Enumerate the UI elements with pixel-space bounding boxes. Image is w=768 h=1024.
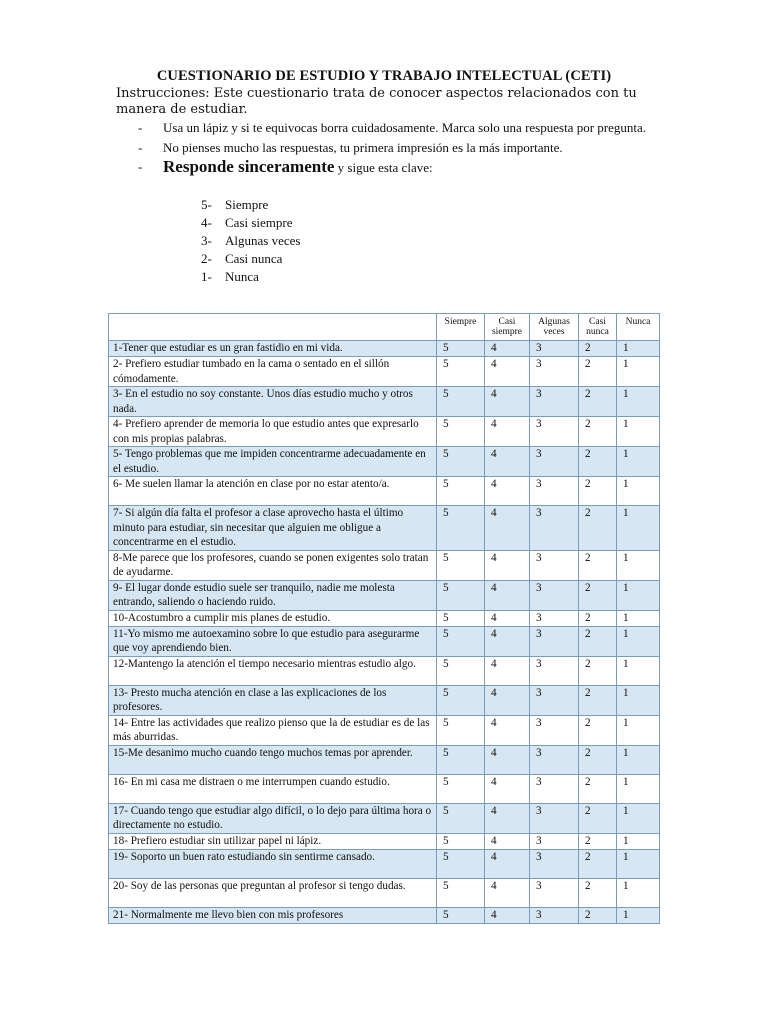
table-row [109,656,660,685]
key-item [201,196,300,214]
score-option-nunca[interactable]: 1 [617,447,660,477]
question-text: 8-Me parece que los profesores, cuando se ponen exigentes solo tratan de ayudarme. [109,550,437,580]
score-option-nunca[interactable]: 1 [617,685,660,715]
table-row [109,550,660,580]
table-row [109,745,660,774]
score-option-algunas-veces[interactable]: 3 [530,387,579,417]
score-option-casi-nunca[interactable]: 2 [579,745,617,774]
rule-emphasis: Responde sinceramente [163,157,335,176]
bullet-dash: - [138,120,143,135]
bullet-dash: - [138,139,143,155]
score-option-nunca[interactable]: 1 [617,580,660,610]
table-row [109,626,660,656]
score-option-casi-nunca[interactable]: 2 [579,833,617,849]
score-option-casi-siempre[interactable]: 4 [485,803,530,833]
key-number: 5- [201,197,212,212]
answer-key [201,196,300,286]
key-number: 1- [201,269,212,284]
score-option-casi-siempre[interactable]: 4 [485,357,530,387]
score-option-casi-siempre[interactable]: 4 [485,447,530,477]
score-option-casi-siempre[interactable]: 4 [485,833,530,849]
score-option-nunca[interactable]: 1 [617,774,660,803]
rule-item [138,120,658,137]
score-option-nunca[interactable]: 1 [617,907,660,923]
score-option-casi-siempre[interactable]: 4 [485,341,530,357]
score-option-nunca[interactable]: 1 [617,610,660,626]
score-option-casi-siempre[interactable]: 4 [485,745,530,774]
score-option-siempre[interactable]: 5 [437,580,485,610]
question-text: 16- En mi casa me distraen o me interrumpen cuando estudio. [109,774,437,803]
score-option-casi-siempre[interactable]: 4 [485,506,530,551]
score-option-siempre[interactable]: 5 [437,357,485,387]
score-option-casi-siempre[interactable]: 4 [485,849,530,878]
score-option-casi-siempre[interactable]: 4 [485,477,530,506]
key-number: 2- [201,251,212,266]
question-text: 18- Prefiero estudiar sin utilizar papel ni lápiz. [109,833,437,849]
score-option-algunas-veces[interactable]: 3 [530,610,579,626]
score-option-algunas-veces[interactable]: 3 [530,341,579,357]
score-option-casi-nunca[interactable]: 2 [579,907,617,923]
score-option-casi-siempre[interactable]: 4 [485,907,530,923]
score-option-casi-nunca[interactable]: 2 [579,803,617,833]
score-option-casi-siempre[interactable]: 4 [485,656,530,685]
question-text: 11-Yo mismo me autoexamino sobre lo que estudio para asegurarme que voy aprendiendo bien. [109,626,437,656]
score-option-nunca[interactable]: 1 [617,878,660,907]
question-text: 9- El lugar donde estudio suele ser tranquilo, nadie me molesta entrando, saliendo o haciendo ruido. [109,580,437,610]
question-text: 1-Tener que estudiar es un gran fastidio en mi vida. [109,341,437,357]
key-label: Casi nunca [225,251,283,266]
score-option-algunas-veces[interactable]: 3 [530,656,579,685]
key-label: Casi siempre [225,215,293,230]
score-option-algunas-veces[interactable]: 3 [530,715,579,745]
score-option-casi-nunca[interactable]: 2 [579,580,617,610]
score-option-casi-siempre[interactable]: 4 [485,610,530,626]
score-option-algunas-veces[interactable]: 3 [530,803,579,833]
score-option-siempre[interactable]: 5 [437,626,485,656]
score-option-nunca[interactable]: 1 [617,550,660,580]
score-option-algunas-veces[interactable]: 3 [530,626,579,656]
question-text: 7- Si algún día falta el profesor a clase aprovecho hasta el último minuto para estudiar, sin necesitar que alguien me obligue a concentrarme en el estudio. [109,506,437,551]
score-option-casi-siempre[interactable]: 4 [485,715,530,745]
table-row [109,417,660,447]
question-text: 5- Tengo problemas que me impiden concentrarme adecuadamente en el estudio. [109,447,437,477]
table-body [109,341,660,924]
score-option-casi-siempre[interactable]: 4 [485,774,530,803]
score-option-casi-nunca[interactable]: 2 [579,417,617,447]
score-option-casi-nunca[interactable]: 2 [579,357,617,387]
score-option-casi-siempre[interactable]: 4 [485,685,530,715]
score-option-algunas-veces[interactable]: 3 [530,357,579,387]
score-option-algunas-veces[interactable]: 3 [530,685,579,715]
key-number: 3- [201,233,212,248]
score-option-nunca[interactable]: 1 [617,715,660,745]
rule-tail: y sigue esta clave: [334,160,433,175]
key-number: 4- [201,215,212,230]
header-casi-siempre: Casi siempre [485,314,530,341]
key-item [201,268,300,286]
rule-item [138,159,658,177]
header-siempre: Siempre [437,314,485,341]
score-option-siempre[interactable]: 5 [437,685,485,715]
question-text: 17- Cuando tengo que estudiar algo difícil, o lo dejo para última hora o directamente no estudio. [109,803,437,833]
table-row [109,849,660,878]
score-option-casi-siempre[interactable]: 4 [485,626,530,656]
score-option-nunca[interactable]: 1 [617,745,660,774]
table-row [109,506,660,551]
score-option-siempre[interactable]: 5 [437,387,485,417]
score-option-casi-nunca[interactable]: 2 [579,610,617,626]
score-option-siempre[interactable]: 5 [437,907,485,923]
score-option-algunas-veces[interactable]: 3 [530,447,579,477]
score-option-siempre[interactable]: 5 [437,878,485,907]
table-row [109,878,660,907]
score-option-nunca[interactable]: 1 [617,506,660,551]
rules-list [138,120,658,180]
score-option-algunas-veces[interactable]: 3 [530,550,579,580]
score-option-algunas-veces[interactable]: 3 [530,849,579,878]
score-option-casi-nunca[interactable]: 2 [579,656,617,685]
score-option-siempre[interactable]: 5 [437,447,485,477]
key-item [201,232,300,250]
score-option-algunas-veces[interactable]: 3 [530,745,579,774]
table-row [109,447,660,477]
score-option-casi-nunca[interactable]: 2 [579,387,617,417]
score-option-siempre[interactable]: 5 [437,803,485,833]
rule-text: No pienses mucho las respuestas, tu primera impresión es la más importante. [163,139,563,155]
question-text: 4- Prefiero aprender de memoria lo que estudio antes que expresarlo con mis propias palabras. [109,417,437,447]
document-title: CUESTIONARIO DE ESTUDIO Y TRABAJO INTELECTUAL (CETI) [156,68,612,84]
score-option-siempre[interactable]: 5 [437,550,485,580]
score-option-algunas-veces[interactable]: 3 [530,907,579,923]
question-text: 6- Me suelen llamar la atención en clase por no estar atento/a. [109,477,437,506]
question-text: 14- Entre las actividades que realizo pienso que la de estudiar es de las más aburridas. [109,715,437,745]
question-text: 19- Soporto un buen rato estudiando sin sentirme cansado. [109,849,437,878]
score-option-casi-siempre[interactable]: 4 [485,580,530,610]
score-option-nunca[interactable]: 1 [617,341,660,357]
table-row [109,715,660,745]
header-statement [109,314,437,341]
rule-text: Usa un lápiz y si te equivocas borra cuidadosamente. Marca solo una respuesta por pregunta. [163,120,647,135]
bullet-dash: - [138,159,143,174]
key-label: Algunas veces [225,233,301,248]
rule-item [138,140,658,157]
score-option-nunca[interactable]: 1 [617,833,660,849]
score-option-nunca[interactable]: 1 [617,387,660,417]
score-option-casi-nunca[interactable]: 2 [579,477,617,506]
score-option-siempre[interactable]: 5 [437,849,485,878]
score-option-siempre[interactable]: 5 [437,656,485,685]
score-option-nunca[interactable]: 1 [617,477,660,506]
instructions-text: Instrucciones: Este cuestionario trata de conocer aspectos relacionados con tu manera de estudiar. [116,86,637,117]
score-option-algunas-veces[interactable]: 3 [530,580,579,610]
table-row [109,774,660,803]
score-option-siempre[interactable]: 5 [437,506,485,551]
score-option-casi-siempre[interactable]: 4 [485,417,530,447]
table-row [109,803,660,833]
score-option-casi-nunca[interactable]: 2 [579,685,617,715]
header-algunas-veces: Algunas veces [530,314,579,341]
table-row [109,685,660,715]
score-option-casi-nunca[interactable]: 2 [579,341,617,357]
table-row [109,477,660,506]
score-option-siempre[interactable]: 5 [437,477,485,506]
score-option-casi-nunca[interactable]: 2 [579,878,617,907]
key-item [201,214,300,232]
score-option-casi-siempre[interactable]: 4 [485,550,530,580]
table-row [109,907,660,923]
score-option-siempre[interactable]: 5 [437,417,485,447]
key-label: Siempre [225,197,269,212]
table-row [109,833,660,849]
question-text: 2- Prefiero estudiar tumbado en la cama o sentado en el sillón cómodamente. [109,357,437,387]
score-option-casi-nunca[interactable]: 2 [579,626,617,656]
header-nunca: Nunca [617,314,660,341]
question-text: 15-Me desanimo mucho cuando tengo muchos temas por aprender. [109,745,437,774]
score-option-algunas-veces[interactable]: 3 [530,506,579,551]
score-option-algunas-veces[interactable]: 3 [530,833,579,849]
questionnaire-table [108,313,660,924]
score-option-siempre[interactable]: 5 [437,715,485,745]
table-row [109,610,660,626]
score-option-algunas-veces[interactable]: 3 [530,417,579,447]
score-option-siempre[interactable]: 5 [437,833,485,849]
score-option-casi-nunca[interactable]: 2 [579,774,617,803]
key-label: Nunca [225,269,259,284]
question-text: 3- En el estudio no soy constante. Unos días estudio mucho y otros nada. [109,387,437,417]
table-row [109,357,660,387]
question-text: 10-Acostumbro a cumplir mis planes de estudio. [109,610,437,626]
score-option-algunas-veces[interactable]: 3 [530,878,579,907]
table-row [109,387,660,417]
score-option-nunca[interactable]: 1 [617,656,660,685]
header-casi-nunca: Casi nunca [579,314,617,341]
score-option-casi-siempre[interactable]: 4 [485,878,530,907]
question-text: 20- Soy de las personas que preguntan al profesor si tengo dudas. [109,878,437,907]
question-text: 12-Mantengo la atención el tiempo necesario mientras estudio algo. [109,656,437,685]
table-header-row [109,314,660,341]
score-option-siempre[interactable]: 5 [437,341,485,357]
score-option-nunca[interactable]: 1 [617,417,660,447]
score-option-casi-nunca[interactable]: 2 [579,550,617,580]
score-option-casi-nunca[interactable]: 2 [579,849,617,878]
table-row [109,341,660,357]
score-option-nunca[interactable]: 1 [617,849,660,878]
score-option-nunca[interactable]: 1 [617,357,660,387]
score-option-siempre[interactable]: 5 [437,774,485,803]
question-text: 21- Normalmente me llevo bien con mis profesores [109,907,437,923]
score-option-nunca[interactable]: 1 [617,803,660,833]
score-option-casi-nunca[interactable]: 2 [579,506,617,551]
score-option-casi-siempre[interactable]: 4 [485,387,530,417]
score-option-algunas-veces[interactable]: 3 [530,774,579,803]
score-option-siempre[interactable]: 5 [437,610,485,626]
question-text: 13- Presto mucha atención en clase a las explicaciones de los profesores. [109,685,437,715]
score-option-siempre[interactable]: 5 [437,745,485,774]
score-option-nunca[interactable]: 1 [617,626,660,656]
table-row [109,580,660,610]
key-item [201,250,300,268]
score-option-algunas-veces[interactable]: 3 [530,477,579,506]
score-option-casi-nunca[interactable]: 2 [579,715,617,745]
score-option-casi-nunca[interactable]: 2 [579,447,617,477]
